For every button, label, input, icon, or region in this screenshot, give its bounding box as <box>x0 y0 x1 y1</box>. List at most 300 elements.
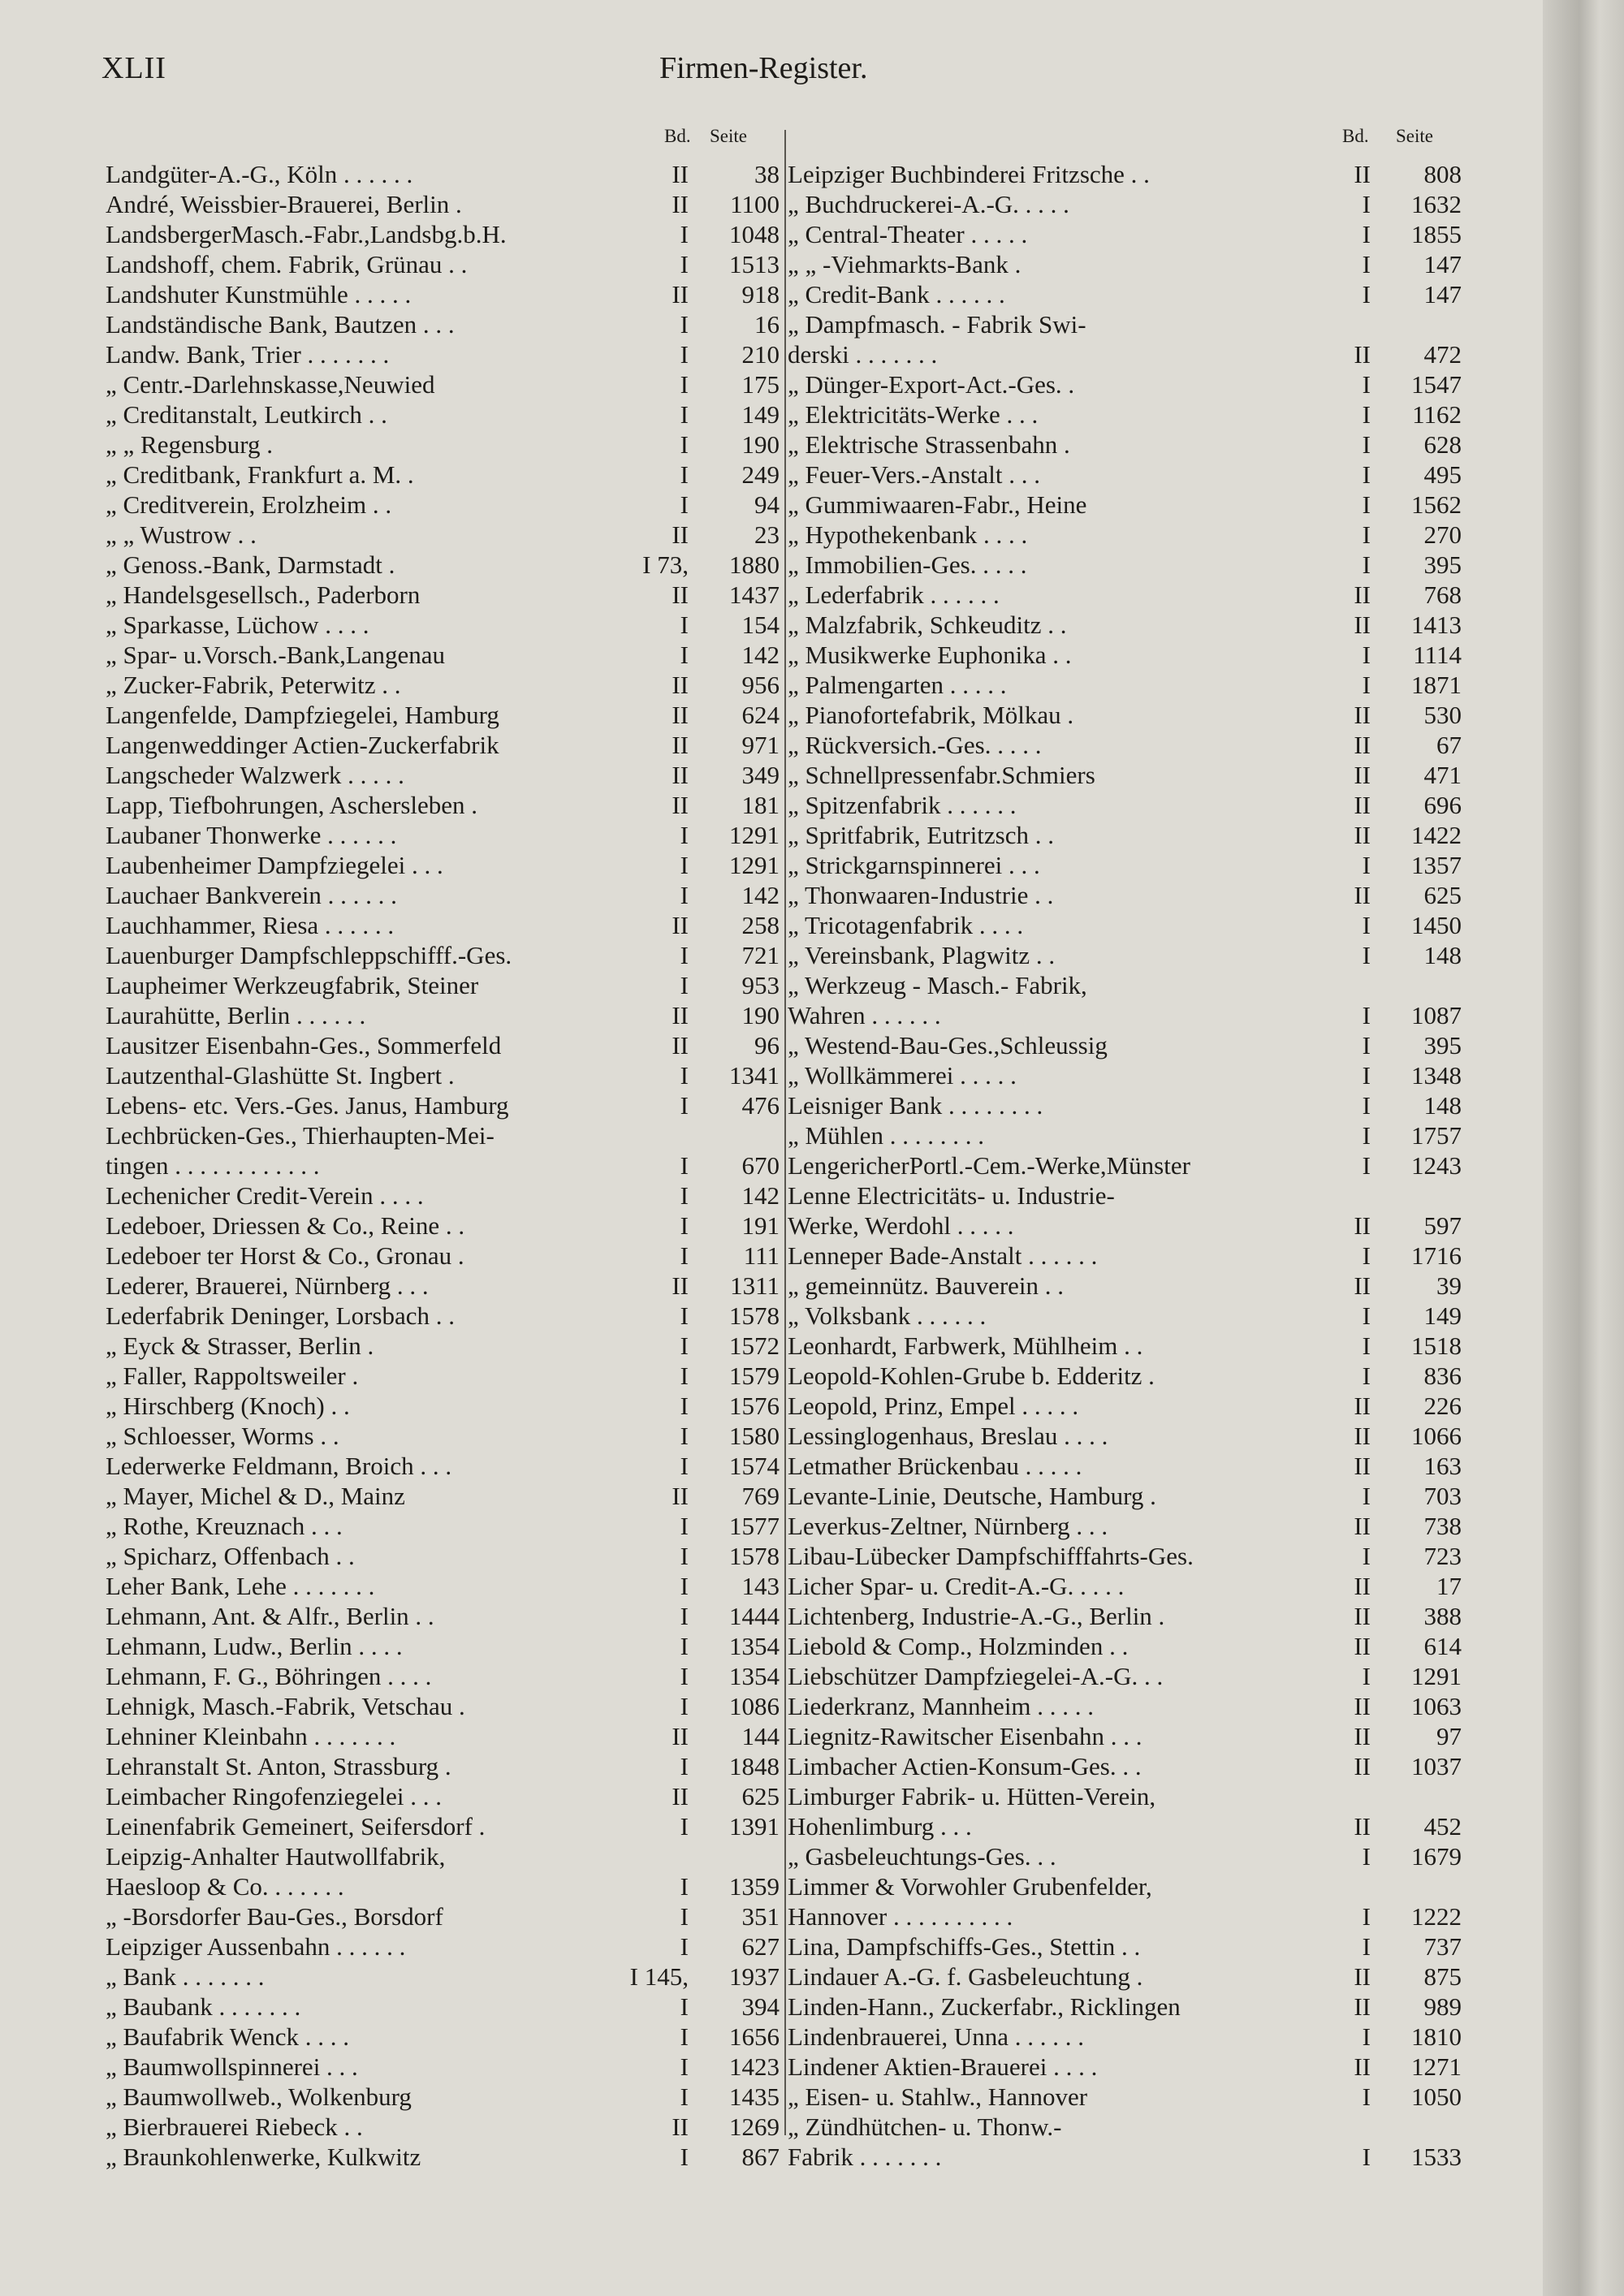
register-entry <box>788 1451 1462 1481</box>
entry-volume: I <box>1362 671 1371 699</box>
entry-page: 628 <box>1423 430 1462 459</box>
entry-name: „ Baufabrik Wenck . . . . <box>106 2022 349 2051</box>
entry-page: 191 <box>741 1211 780 1240</box>
entry-page: 16 <box>754 310 780 339</box>
entry-volume: I <box>1362 370 1371 399</box>
entry-name: Lautzenthal-Glashütte St. Ingbert . <box>106 1061 455 1090</box>
entry-page: 97 <box>1436 1722 1462 1750</box>
entry-page: 1311 <box>730 1271 780 1300</box>
register-entry <box>106 1150 780 1180</box>
entry-name: Letmather Brückenbau . . . . . <box>788 1452 1082 1480</box>
entry-name: Leonhardt, Farbwerk, Mühlheim . . <box>788 1331 1143 1360</box>
entry-volume: II <box>1354 1632 1371 1660</box>
entry-page: 530 <box>1423 701 1462 729</box>
entry-name: Leher Bank, Lehe . . . . . . . <box>106 1572 375 1600</box>
entry-volume: I <box>680 971 689 999</box>
entry-volume: I <box>1362 1091 1371 1120</box>
entry-name: derski . . . . . . . <box>788 340 938 369</box>
entry-name: Liegnitz-Rawitscher Eisenbahn . . . <box>788 1722 1142 1750</box>
entry-name: Landshoff, chem. Fabrik, Grünau . . <box>106 250 468 278</box>
entry-name: Lichtenberg, Industrie-A.-G., Berlin . <box>788 1602 1165 1630</box>
entry-page: 351 <box>741 1902 780 1931</box>
entry-volume: I <box>1362 2022 1371 2051</box>
entry-name: „ Baubank . . . . . . . <box>106 1992 301 2021</box>
register-entry <box>788 429 1462 460</box>
entry-page: 1354 <box>729 1662 780 1690</box>
register-entry <box>788 730 1462 760</box>
register-entry <box>788 1271 1462 1301</box>
entry-page: 1423 <box>729 2052 780 2081</box>
entry-page: 1435 <box>729 2082 780 2111</box>
entry-page: 1114 <box>1413 641 1462 669</box>
entry-name: „ Genoss.-Bank, Darmstadt . <box>106 550 395 579</box>
entry-name: Leipziger Aussenbahn . . . . . . <box>106 1932 406 1961</box>
entry-volume: I <box>680 881 689 909</box>
entry-name: „ Vereinsbank, Plagwitz . . <box>788 941 1056 969</box>
entry-page: 1572 <box>729 1331 780 1360</box>
entry-name: Fabrik . . . . . . . <box>788 2143 942 2171</box>
entry-page: 1357 <box>1411 851 1462 879</box>
entry-volume: II <box>672 190 689 218</box>
register-entry <box>788 1962 1462 1992</box>
entry-volume: II <box>672 731 689 759</box>
entry-volume: I <box>1362 430 1371 459</box>
entry-page: 388 <box>1423 1602 1462 1630</box>
entry-page: 808 <box>1423 160 1462 188</box>
entry-name: „ Tricotagenfabrik . . . . <box>788 911 1024 939</box>
register-entry <box>788 189 1462 219</box>
entry-page: 867 <box>741 2143 780 2171</box>
entry-page: 1656 <box>729 2022 780 2051</box>
register-entry <box>106 339 780 369</box>
entry-name: Lederwerke Feldmann, Broich . . . <box>106 1452 452 1480</box>
entry-page: 149 <box>1423 1301 1462 1330</box>
entry-volume: I <box>1362 1662 1371 1690</box>
entry-volume: I <box>680 400 689 429</box>
entry-name: Lenneper Bade-Anstalt . . . . . . <box>788 1241 1098 1270</box>
register-entry <box>106 910 780 940</box>
register-entry <box>106 1751 780 1781</box>
entry-volume: I <box>1362 490 1371 519</box>
entry-volume: I <box>680 220 689 248</box>
entry-volume: II <box>672 791 689 819</box>
register-entry <box>106 1631 780 1661</box>
entry-page: 147 <box>1423 280 1462 309</box>
register-entry <box>788 1361 1462 1391</box>
entry-name: „ Spitzenfabrik . . . . . . <box>788 791 1017 819</box>
entry-volume: I <box>1362 460 1371 489</box>
entry-volume: I <box>680 1151 689 1180</box>
entry-volume: I <box>1362 1151 1371 1180</box>
entry-page: 395 <box>1423 1031 1462 1060</box>
entry-page: 1437 <box>729 580 780 609</box>
entry-volume: I <box>680 310 689 339</box>
entry-name: Lederer, Brauerei, Nürnberg . . . <box>106 1271 429 1300</box>
entry-name: „ Gummiwaaren-Fabr., Heine <box>788 490 1087 519</box>
entry-page: 1533 <box>1411 2143 1462 2171</box>
entry-page: 1574 <box>729 1452 780 1480</box>
entry-name: Lebens- etc. Vers.-Ges. Janus, Hamburg <box>106 1091 509 1120</box>
entry-name: Langenweddinger Actien-Zuckerfabrik <box>106 731 499 759</box>
entry-volume: I <box>1362 1241 1371 1270</box>
entry-volume: I <box>1362 1482 1371 1510</box>
entry-page: 38 <box>754 160 780 188</box>
entry-page: 1855 <box>1411 220 1462 248</box>
entry-volume: I <box>680 2052 689 2081</box>
entry-volume: I <box>1362 280 1371 309</box>
entry-volume: I <box>1362 1932 1371 1961</box>
register-entry <box>788 460 1462 490</box>
entry-volume: I <box>1362 1301 1371 1330</box>
register-entry <box>788 1481 1462 1511</box>
entry-name: Limmer & Vorwohler Grubenfelder, <box>788 1872 1152 1901</box>
entry-page: 17 <box>1436 1572 1462 1600</box>
register-entry <box>788 399 1462 429</box>
entry-name: Wahren . . . . . . <box>788 1001 941 1029</box>
entry-name: „ Malzfabrik, Schkeuditz . . <box>788 611 1067 639</box>
entry-page: 1562 <box>1411 490 1462 519</box>
register-entry <box>106 670 780 700</box>
register-entry <box>106 1601 780 1631</box>
register-entry <box>788 670 1462 700</box>
entry-page: 148 <box>1423 1091 1462 1120</box>
entry-name: Leimbacher Ringofenziegelei . . . <box>106 1782 443 1810</box>
entry-name: Limburger Fabrik- u. Hütten-Verein, <box>788 1782 1156 1810</box>
entry-name: „ gemeinnütz. Bauverein . . <box>788 1271 1065 1300</box>
register-entry <box>788 2052 1462 2082</box>
register-entry <box>106 520 780 550</box>
register-entry <box>788 580 1462 610</box>
entry-page: 349 <box>741 761 780 789</box>
register-entry <box>788 490 1462 520</box>
entry-page: 1391 <box>729 1812 780 1841</box>
register-entry <box>788 1751 1462 1781</box>
register-entry <box>106 1901 780 1931</box>
entry-volume: I <box>1362 641 1371 669</box>
register-entry <box>788 1241 1462 1271</box>
entry-name: „ Credit-Bank . . . . . . <box>788 280 1005 309</box>
entry-volume: II <box>1354 340 1371 369</box>
entry-name: Leopold-Kohlen-Grube b. Edderitz . <box>788 1362 1155 1390</box>
entry-page: 144 <box>741 1722 780 1750</box>
entry-page: 154 <box>741 611 780 639</box>
entry-name: „ Faller, Rappoltsweiler . <box>106 1362 359 1390</box>
entry-page: 190 <box>741 430 780 459</box>
entry-page: 111 <box>743 1241 780 1270</box>
entry-volume: II <box>1354 731 1371 759</box>
entry-name: „ Lederfabrik . . . . . . <box>788 580 1000 609</box>
register-entry <box>788 1331 1462 1361</box>
entry-volume: I <box>680 1422 689 1450</box>
entry-name: Lapp, Tiefbohrungen, Aschersleben . <box>106 791 478 819</box>
register-entry <box>788 1060 1462 1090</box>
register-entry <box>106 1060 780 1090</box>
register-entry <box>788 1391 1462 1421</box>
entry-name: Haesloop & Co. . . . . . . <box>106 1872 344 1901</box>
entry-page: 918 <box>741 280 780 309</box>
entry-name: „ Eisen- u. Stahlw., Hannover <box>788 2082 1088 2111</box>
entry-name: „ Eyck & Strasser, Berlin . <box>106 1331 374 1360</box>
entry-name: „ Handelsgesellsch., Paderborn <box>106 580 421 609</box>
entry-name: Lessinglogenhaus, Breslau . . . . <box>788 1422 1108 1450</box>
register-entry <box>106 1841 780 1871</box>
entry-page: 1810 <box>1411 2022 1462 2051</box>
entry-name: Langscheder Walzwerk . . . . . <box>106 761 404 789</box>
entry-volume: I <box>680 340 689 369</box>
entry-page: 614 <box>1423 1632 1462 1660</box>
entry-volume: I <box>1362 400 1371 429</box>
entry-page: 1632 <box>1411 190 1462 218</box>
entry-volume: I <box>680 2082 689 2111</box>
entry-name: Lehmann, F. G., Böhringen . . . . <box>106 1662 432 1690</box>
entry-name: „ Gasbeleuchtungs-Ges. . . <box>788 1842 1056 1871</box>
entry-name: „ Hirschberg (Knoch) . . <box>106 1392 350 1420</box>
entry-page: 1271 <box>1411 2052 1462 2081</box>
register-entry <box>106 1871 780 1901</box>
entry-volume: II <box>672 911 689 939</box>
entry-page: 1848 <box>729 1752 780 1780</box>
entry-volume: II <box>1354 1962 1371 1991</box>
register-entry <box>106 279 780 309</box>
register-entry <box>106 760 780 790</box>
register-entry <box>788 1901 1462 1931</box>
entry-name: „ Zucker-Fabrik, Peterwitz . . <box>106 671 401 699</box>
entry-page: 1066 <box>1411 1422 1462 1450</box>
column-header-bd: Bd. <box>664 126 691 146</box>
entry-page: 1513 <box>729 250 780 278</box>
entry-volume: II <box>672 671 689 699</box>
entry-volume: I <box>680 1872 689 1901</box>
entry-page: 625 <box>741 1782 780 1810</box>
entry-name: „ Creditverein, Erolzheim . . <box>106 490 392 519</box>
entry-name: „ „ Wustrow . . <box>106 520 257 549</box>
entry-volume: I 145, <box>629 1962 689 1991</box>
entry-name: Liebschützer Dampfziegelei-A.-G. . . <box>788 1662 1164 1690</box>
register-entry <box>788 1150 1462 1180</box>
entry-page: 210 <box>741 340 780 369</box>
entry-name: Landw. Bank, Trier . . . . . . . <box>106 340 390 369</box>
entry-page: 23 <box>754 520 780 549</box>
entry-volume: I <box>1362 1542 1371 1570</box>
entry-name: Lehnigk, Masch.-Fabrik, Vetschau . <box>106 1692 465 1720</box>
entry-volume: I <box>1362 851 1371 879</box>
entry-name: Leisniger Bank . . . . . . . . <box>788 1091 1043 1120</box>
entry-volume: I <box>680 1602 689 1630</box>
entry-volume: I <box>680 2143 689 2171</box>
register-entry <box>788 339 1462 369</box>
entry-page: 147 <box>1423 250 1462 278</box>
register-entry <box>106 1781 780 1811</box>
entry-page: 1578 <box>729 1301 780 1330</box>
entry-page: 1269 <box>729 2113 780 2141</box>
register-entry <box>788 1691 1462 1721</box>
entry-name: „ Hypothekenbank . . . . <box>788 520 1028 549</box>
register-entry <box>106 429 780 460</box>
entry-volume: I <box>680 460 689 489</box>
entry-name: Ledeboer ter Horst & Co., Gronau . <box>106 1241 464 1270</box>
entry-page: 956 <box>741 671 780 699</box>
entry-name: Lehranstalt St. Anton, Strassburg . <box>106 1752 451 1780</box>
entry-name: Leinenfabrik Gemeinert, Seifersdorf . <box>106 1812 486 1841</box>
entry-volume: I <box>680 1301 689 1330</box>
register-entry <box>788 279 1462 309</box>
register-entry <box>106 820 780 850</box>
register-entry <box>106 369 780 399</box>
entry-page: 175 <box>741 370 780 399</box>
entry-name: Limbacher Actien-Konsum-Ges. . . <box>788 1752 1142 1780</box>
entry-volume: I <box>1362 220 1371 248</box>
register-entry <box>106 1030 780 1060</box>
entry-name: Laurahütte, Berlin . . . . . . <box>106 1001 366 1029</box>
entry-page: 190 <box>741 1001 780 1029</box>
entry-name: Levante-Linie, Deutsche, Hamburg . <box>788 1482 1156 1510</box>
register-entry <box>106 1421 780 1451</box>
register-entry <box>788 1180 1462 1211</box>
column-divider <box>784 130 786 2135</box>
entry-name: „ Palmengarten . . . . . <box>788 671 1007 699</box>
entry-name: Hohenlimburg . . . <box>788 1812 972 1841</box>
register-column-right <box>788 159 1462 2172</box>
entry-volume: I <box>680 1181 689 1210</box>
entry-name: Lederfabrik Deninger, Lorsbach . . <box>106 1301 455 1330</box>
register-entry <box>106 1000 780 1030</box>
entry-page: 1354 <box>729 1632 780 1660</box>
entry-name: Langenfelde, Dampfziegelei, Hamburg <box>106 701 499 729</box>
register-entry <box>788 1781 1462 1811</box>
register-entry <box>106 1331 780 1361</box>
entry-name: „ Dampfmasch. - Fabrik Swi- <box>788 310 1086 339</box>
entry-name: Lauchhammer, Riesa . . . . . . <box>106 911 395 939</box>
entry-page: 476 <box>741 1091 780 1120</box>
register-entry <box>788 880 1462 910</box>
register-entry <box>106 490 780 520</box>
entry-volume: I <box>680 641 689 669</box>
entry-volume: II <box>1354 1692 1371 1720</box>
entry-volume: II <box>1354 580 1371 609</box>
entry-name: „ Westend-Bau-Ges.,Schleussig <box>788 1031 1108 1060</box>
entry-name: Licher Spar- u. Credit-A.-G. . . . . <box>788 1572 1125 1600</box>
entry-page: 1050 <box>1411 2082 1462 2111</box>
entry-page: 1100 <box>730 190 780 218</box>
entry-name: „ Mühlen . . . . . . . . <box>788 1121 984 1150</box>
entry-page: 597 <box>1423 1211 1462 1240</box>
entry-page: 1162 <box>1412 400 1462 429</box>
entry-name: „ Elektricitäts-Werke . . . <box>788 400 1039 429</box>
register-entry <box>106 1992 780 2022</box>
page-header <box>0 50 1606 99</box>
entry-page: 39 <box>1436 1271 1462 1300</box>
entry-name: Lenne Electricitäts- u. Industrie- <box>788 1181 1115 1210</box>
register-entry <box>106 940 780 970</box>
entry-page: 495 <box>1423 460 1462 489</box>
register-entry <box>788 2022 1462 2052</box>
register-entry <box>106 2142 780 2172</box>
entry-volume: I <box>1362 1362 1371 1390</box>
register-entry <box>106 610 780 640</box>
column-header-right <box>788 126 1462 150</box>
entry-page: 627 <box>741 1932 780 1961</box>
entry-volume: II <box>1354 1752 1371 1780</box>
register-entry <box>106 189 780 219</box>
register-entry <box>788 1211 1462 1241</box>
entry-name: Laupheimer Werkzeugfabrik, Steiner <box>106 971 479 999</box>
entry-page: 989 <box>1423 1992 1462 2021</box>
entry-volume: II <box>1354 1512 1371 1540</box>
entry-volume: I <box>680 1241 689 1270</box>
register-entry <box>106 1931 780 1962</box>
register-entry <box>106 1541 780 1571</box>
entry-page: 1880 <box>729 550 780 579</box>
register-entry <box>788 1541 1462 1571</box>
entry-name: Lechbrücken-Ges., Thierhaupten-Mei- <box>106 1121 495 1150</box>
entry-page: 1422 <box>1411 821 1462 849</box>
register-entry <box>106 1211 780 1241</box>
register-entry <box>106 1180 780 1211</box>
entry-volume: II <box>672 160 689 188</box>
entry-page: 67 <box>1436 731 1462 759</box>
register-entry <box>788 850 1462 880</box>
entry-page: 953 <box>741 971 780 999</box>
entry-name: „ Musikwerke Euphonika . . <box>788 641 1072 669</box>
entry-name: LengericherPortl.-Cem.-Werke,Münster <box>788 1151 1190 1180</box>
register-entry <box>788 249 1462 279</box>
page-number: XLII <box>102 51 166 85</box>
entry-page: 163 <box>1423 1452 1462 1480</box>
entry-page: 471 <box>1423 761 1462 789</box>
register-entry <box>788 1000 1462 1030</box>
entry-volume: II <box>672 701 689 729</box>
register-entry <box>788 940 1462 970</box>
entry-page: 181 <box>741 791 780 819</box>
entry-name: André, Weissbier-Brauerei, Berlin . <box>106 190 462 218</box>
entry-page: 249 <box>741 460 780 489</box>
entry-name: Lechenicher Credit-Verein . . . . <box>106 1181 424 1210</box>
register-entry <box>788 820 1462 850</box>
entry-page: 143 <box>741 1572 780 1600</box>
entry-volume: I <box>680 1932 689 1961</box>
register-entry <box>106 1271 780 1301</box>
register-entry <box>106 700 780 730</box>
entry-page: 1518 <box>1411 1331 1462 1360</box>
entry-page: 1291 <box>1411 1662 1462 1690</box>
entry-page: 1087 <box>1411 1001 1462 1029</box>
entry-volume: I <box>680 1331 689 1360</box>
entry-name: Hannover . . . . . . . . . . <box>788 1902 1013 1931</box>
entry-page: 142 <box>741 881 780 909</box>
entry-page: 1037 <box>1411 1752 1462 1780</box>
entry-name: Liebold & Comp., Holzminden . . <box>788 1632 1129 1660</box>
entry-volume: II <box>1354 791 1371 819</box>
entry-volume: I 73, <box>642 550 689 579</box>
register-entry <box>106 970 780 1000</box>
entry-name: Landshuter Kunstmühle . . . . . <box>106 280 412 309</box>
entry-volume: II <box>672 1031 689 1060</box>
entry-page: 1716 <box>1411 1241 1462 1270</box>
register-entry <box>788 550 1462 580</box>
register-entry <box>106 2112 780 2142</box>
entry-volume: II <box>672 2113 689 2141</box>
entry-page: 1291 <box>729 821 780 849</box>
register-entry <box>106 1090 780 1120</box>
entry-name: Leipzig-Anhalter Hautwollfabrik, <box>106 1842 446 1871</box>
entry-name: Linden-Hann., Zuckerfabr., Ricklingen <box>788 1992 1181 2021</box>
entry-name: „ Immobilien-Ges. . . . . <box>788 550 1027 579</box>
entry-name: „ Schnellpressenfabr.Schmiers <box>788 761 1095 789</box>
entry-volume: II <box>1354 881 1371 909</box>
entry-page: 142 <box>741 641 780 669</box>
entry-volume: II <box>672 280 689 309</box>
register-entry <box>788 1511 1462 1541</box>
